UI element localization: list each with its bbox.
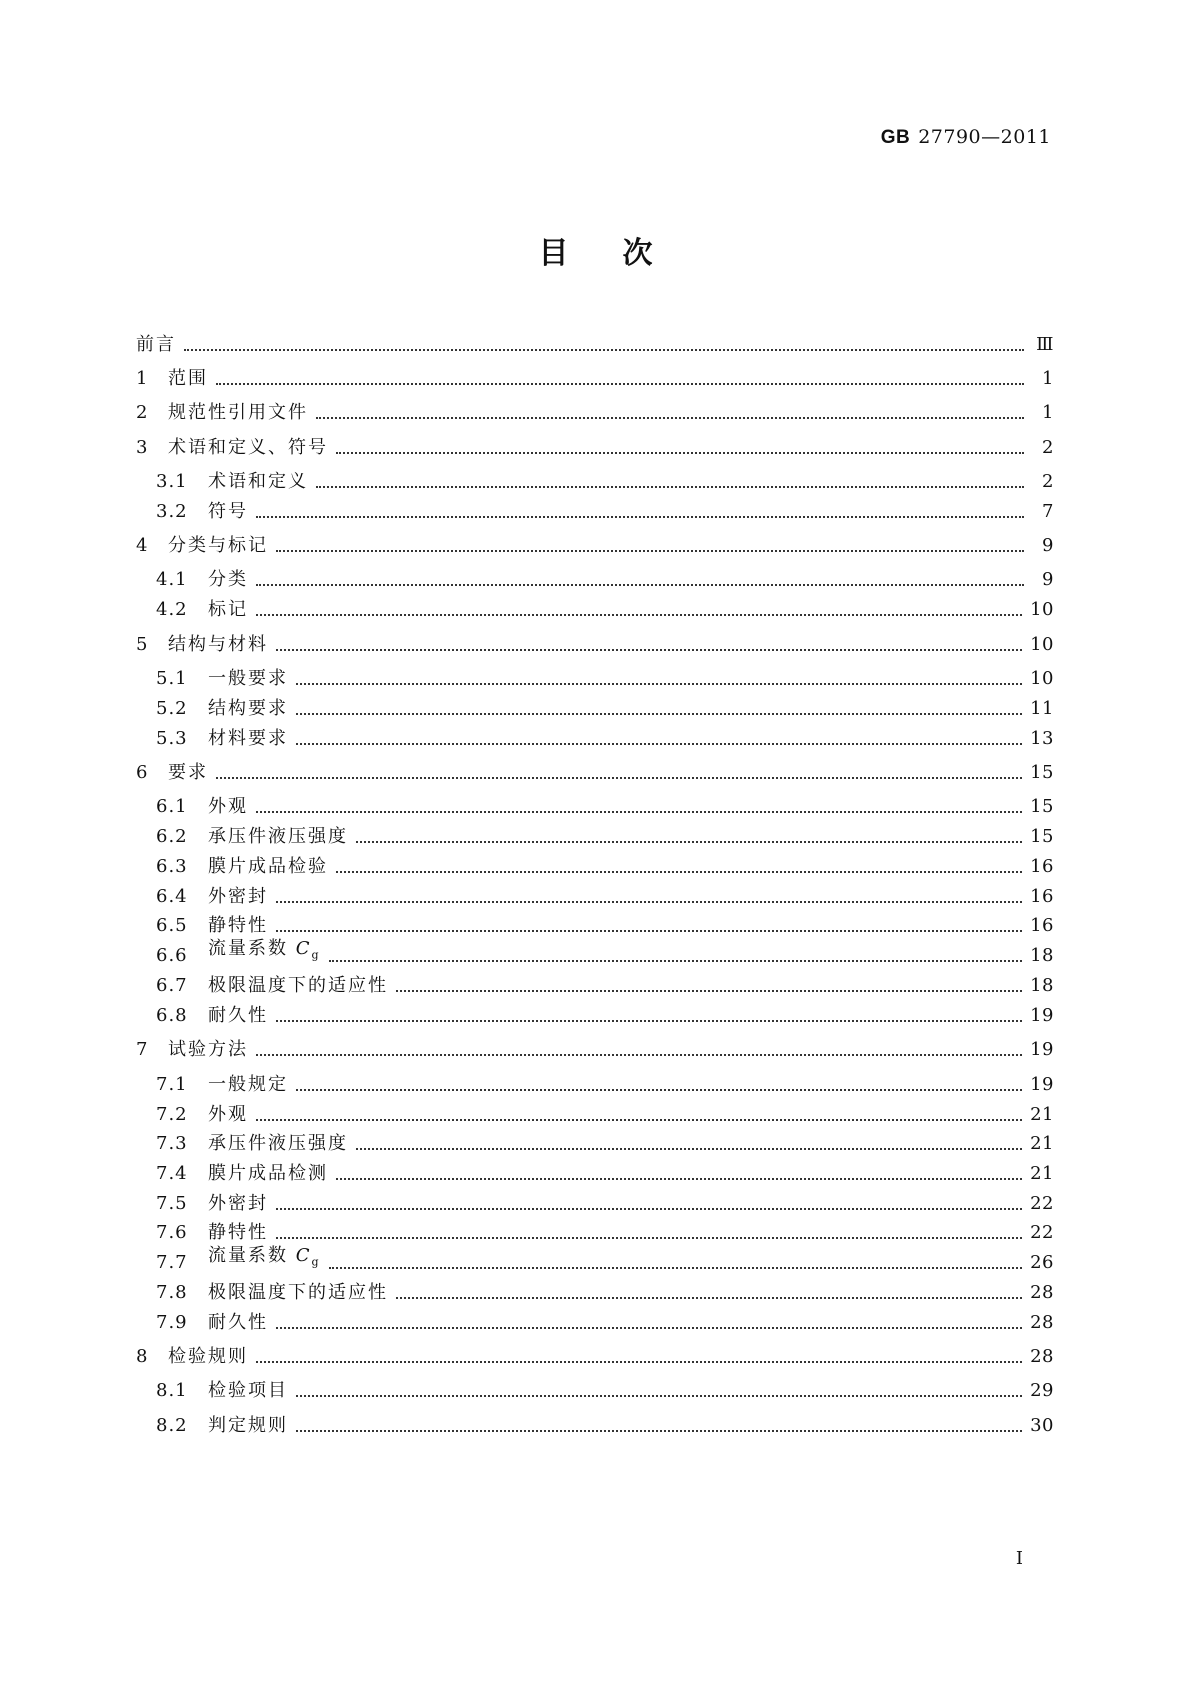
toc-entry-title: 材料要求: [208, 728, 288, 749]
toc-entry-page: 19: [1030, 1005, 1054, 1026]
toc-entry-number: 8.1: [156, 1380, 188, 1401]
toc-entry[interactable]: [156, 913, 1054, 939]
toc-entry-page: 2: [1042, 437, 1054, 458]
toc-entry-page: 29: [1030, 1380, 1054, 1401]
toc-entry-title: 耐久性: [208, 1005, 268, 1026]
toc-entry-title: 外密封: [208, 886, 268, 907]
dot-leader: [276, 901, 1022, 903]
toc-entry-number: 7.2: [156, 1104, 188, 1125]
toc-entry[interactable]: [156, 1072, 1054, 1098]
toc-entry-title: 流量系数 $C_g$: [208, 938, 321, 962]
toc-entry[interactable]: [136, 533, 1054, 559]
toc-entry-page: 22: [1030, 1222, 1054, 1243]
toc-entry-number: 5: [136, 634, 149, 655]
toc-entry-page: 15: [1030, 796, 1054, 817]
toc-entry[interactable]: [156, 499, 1054, 525]
toc-entry-page: 1: [1042, 402, 1054, 423]
toc-entry[interactable]: [156, 1378, 1054, 1404]
toc-entry-number: 1: [136, 368, 149, 389]
toc-entry[interactable]: [156, 597, 1054, 623]
toc-entry-page: 28: [1030, 1282, 1054, 1303]
toc-entry-page: 21: [1030, 1163, 1054, 1184]
dot-leader: [276, 930, 1022, 932]
toc-entry[interactable]: [136, 400, 1054, 426]
toc-entry-page: Ⅲ: [1036, 334, 1054, 355]
toc-entry-page: 18: [1030, 945, 1054, 966]
toc-entry-title: 流量系数 $C_g$: [208, 1245, 321, 1269]
toc-entry-title: 膜片成品检测: [208, 1163, 328, 1184]
toc-entry-page: 13: [1030, 728, 1054, 749]
toc-entry-number: 7: [136, 1039, 149, 1060]
toc-entry-page: 30: [1030, 1415, 1054, 1436]
page-title: 目次: [538, 236, 707, 271]
dot-leader: [336, 871, 1022, 873]
toc-entry[interactable]: [156, 567, 1054, 593]
toc-entry-number: 7.8: [156, 1282, 188, 1303]
dot-leader: [356, 1148, 1022, 1150]
toc-entry-number: 3.2: [156, 501, 188, 522]
toc-entry-title: 符号: [208, 501, 248, 522]
toc-entry-title: 外观: [208, 1104, 248, 1125]
dot-leader: [276, 1237, 1022, 1239]
toc-entry-title: 分类: [208, 569, 248, 590]
dot-leader: [256, 614, 1022, 616]
standard-number: 27790—2011: [918, 126, 1051, 148]
standard-prefix: GB: [880, 127, 911, 148]
toc-entry-number: 7.1: [156, 1074, 188, 1095]
dot-leader: [336, 452, 1024, 454]
dot-leader: [276, 1208, 1022, 1210]
toc-entry[interactable]: [156, 696, 1054, 722]
toc-entry-number: 7.5: [156, 1193, 188, 1214]
dot-leader: [296, 743, 1022, 745]
dot-leader: [336, 1178, 1022, 1180]
toc-entry[interactable]: [156, 1102, 1054, 1128]
toc-entry-title: 要求: [168, 762, 208, 783]
toc-entry[interactable]: [156, 884, 1054, 910]
toc-entry-number: 6.1: [156, 796, 188, 817]
toc-entry-number: 6.2: [156, 826, 188, 847]
toc-entry[interactable]: [156, 973, 1054, 999]
toc-entry[interactable]: [136, 332, 1054, 358]
toc-entry-number: 3: [136, 437, 149, 458]
toc-entry-title: 结构要求: [208, 698, 288, 719]
toc-entry-number: 5.2: [156, 698, 188, 719]
toc-entry-page: 16: [1030, 856, 1054, 877]
dot-leader: [276, 550, 1024, 552]
toc-entry-title: 静特性: [208, 915, 268, 936]
dot-leader: [256, 1119, 1022, 1121]
standard-code: [881, 126, 1051, 149]
toc-entry-title: 规范性引用文件: [168, 402, 308, 423]
toc-entry-number: 7.6: [156, 1222, 188, 1243]
toc-entry-page: 10: [1030, 668, 1054, 689]
dot-leader: [396, 1297, 1022, 1299]
dot-leader: [256, 584, 1024, 586]
toc-entry[interactable]: [156, 1131, 1054, 1157]
dot-leader: [256, 1361, 1022, 1363]
toc-entry[interactable]: [156, 469, 1054, 495]
toc-entry-title: 外观: [208, 796, 248, 817]
toc-entry-page: 19: [1030, 1074, 1054, 1095]
toc-entry-title: 膜片成品检验: [208, 856, 328, 877]
toc-entry[interactable]: [136, 1037, 1054, 1063]
toc-entry-page: 10: [1030, 634, 1054, 655]
toc-entry[interactable]: [156, 1280, 1054, 1306]
toc-entry[interactable]: [136, 760, 1054, 786]
toc-entry-page: 7: [1042, 501, 1054, 522]
toc-entry-title: 极限温度下的适应性: [208, 975, 388, 996]
toc-entry[interactable]: [156, 794, 1054, 820]
toc-entry-number: 6.5: [156, 915, 188, 936]
dot-leader: [256, 1054, 1022, 1056]
toc-entry[interactable]: [156, 1191, 1054, 1217]
toc-entry-title: 结构与材料: [168, 634, 268, 655]
toc-entry-page: 16: [1030, 915, 1054, 936]
dot-leader: [356, 841, 1022, 843]
toc-entry-number: 6.7: [156, 975, 188, 996]
toc-entry-number: 8.2: [156, 1415, 188, 1436]
toc-entry-number: 8: [136, 1346, 149, 1367]
toc-entry-number: 6.8: [156, 1005, 188, 1026]
dot-leader: [256, 516, 1024, 518]
toc-entry[interactable]: [156, 938, 1054, 969]
toc-entry-number: 7.7: [156, 1252, 188, 1273]
toc-entry[interactable]: [156, 1245, 1054, 1276]
dot-leader: [329, 960, 1023, 962]
toc-entry-page: 21: [1030, 1133, 1054, 1154]
toc-entry[interactable]: [136, 435, 1054, 461]
toc-entry-title: 一般规定: [208, 1074, 288, 1095]
toc-entry-number: 6.3: [156, 856, 188, 877]
toc-entry-title: 判定规则: [208, 1415, 288, 1436]
toc-entry-number: 6.4: [156, 886, 188, 907]
dot-leader: [296, 1395, 1022, 1397]
toc-entry-title: 试验方法: [168, 1039, 248, 1060]
toc-entry-title: 极限温度下的适应性: [208, 1282, 388, 1303]
toc-entry-number: 2: [136, 402, 149, 423]
toc-entry[interactable]: [136, 1344, 1054, 1370]
toc-entry-title: 一般要求: [208, 668, 288, 689]
page-number: I: [1015, 1548, 1023, 1569]
dot-leader: [276, 1020, 1022, 1022]
dot-leader: [296, 1089, 1022, 1091]
dot-leader: [329, 1267, 1023, 1269]
toc-entry-page: 21: [1030, 1104, 1054, 1125]
toc-entry-page: 9: [1042, 569, 1054, 590]
toc-entry[interactable]: [156, 824, 1054, 850]
toc-entry[interactable]: [156, 854, 1054, 880]
toc-entry-title: 检验项目: [208, 1380, 288, 1401]
toc-entry-number: 6: [136, 762, 149, 783]
toc-entry[interactable]: [156, 1003, 1054, 1029]
dot-leader: [296, 683, 1022, 685]
toc-entry-title: 范围: [168, 368, 208, 389]
toc-entry-page: 22: [1030, 1193, 1054, 1214]
toc-entry-title: 外密封: [208, 1193, 268, 1214]
toc-entry-number: 7.4: [156, 1163, 188, 1184]
toc-entry-page: 26: [1030, 1252, 1054, 1273]
dot-leader: [256, 811, 1022, 813]
toc-entry-page: 1: [1042, 368, 1054, 389]
toc-entry-page: 19: [1030, 1039, 1054, 1060]
toc-entry-number: 5.1: [156, 668, 188, 689]
dot-leader: [184, 349, 1024, 351]
toc-entry-page: 2: [1042, 471, 1054, 492]
toc-entry[interactable]: [156, 1220, 1054, 1246]
toc-entry[interactable]: [156, 666, 1054, 692]
toc-entry-page: 10: [1030, 599, 1054, 620]
dot-leader: [216, 777, 1022, 779]
toc-entry-page: 28: [1030, 1312, 1054, 1333]
toc-entry[interactable]: [156, 1161, 1054, 1187]
toc-entry-title: 承压件液压强度: [208, 1133, 348, 1154]
toc-entry-number: 5.3: [156, 728, 188, 749]
toc-entry-title: 前言: [136, 334, 176, 355]
toc-entry-number: 4.2: [156, 599, 188, 620]
toc-entry-title: 标记: [208, 599, 248, 620]
toc-entry-number: 6.6: [156, 945, 188, 966]
toc-entry[interactable]: [156, 1413, 1054, 1439]
dot-leader: [216, 383, 1024, 385]
toc-entry-title: 检验规则: [168, 1346, 248, 1367]
toc-entry-page: 11: [1030, 698, 1054, 719]
toc-entry-page: 28: [1030, 1346, 1054, 1367]
toc-entry-number: 4: [136, 535, 149, 556]
toc-entry[interactable]: [156, 1310, 1054, 1336]
dot-leader: [296, 713, 1022, 715]
toc-entry-page: 15: [1030, 826, 1054, 847]
dot-leader: [316, 486, 1024, 488]
toc-entry-number: 7.3: [156, 1133, 188, 1154]
toc-entry[interactable]: [136, 366, 1054, 392]
toc-entry-page: 15: [1030, 762, 1054, 783]
dot-leader: [316, 417, 1024, 419]
toc-entry-title: 承压件液压强度: [208, 826, 348, 847]
toc-entry-page: 16: [1030, 886, 1054, 907]
toc-entry-page: 18: [1030, 975, 1054, 996]
dot-leader: [276, 1327, 1022, 1329]
dot-leader: [276, 649, 1022, 651]
toc-entry-title: 分类与标记: [168, 535, 268, 556]
toc-entry-title: 术语和定义: [208, 471, 308, 492]
toc-entry[interactable]: [136, 632, 1054, 658]
toc-entry-page: 9: [1042, 535, 1054, 556]
toc-entry-title: 术语和定义、符号: [168, 437, 328, 458]
toc-entry-title: 耐久性: [208, 1312, 268, 1333]
toc-entry-number: 4.1: [156, 569, 188, 590]
dot-leader: [396, 990, 1022, 992]
toc-entry-title: 静特性: [208, 1222, 268, 1243]
toc-entry-number: 3.1: [156, 471, 188, 492]
dot-leader: [296, 1430, 1022, 1432]
toc-entry[interactable]: [156, 726, 1054, 752]
toc-entry-number: 7.9: [156, 1312, 188, 1333]
